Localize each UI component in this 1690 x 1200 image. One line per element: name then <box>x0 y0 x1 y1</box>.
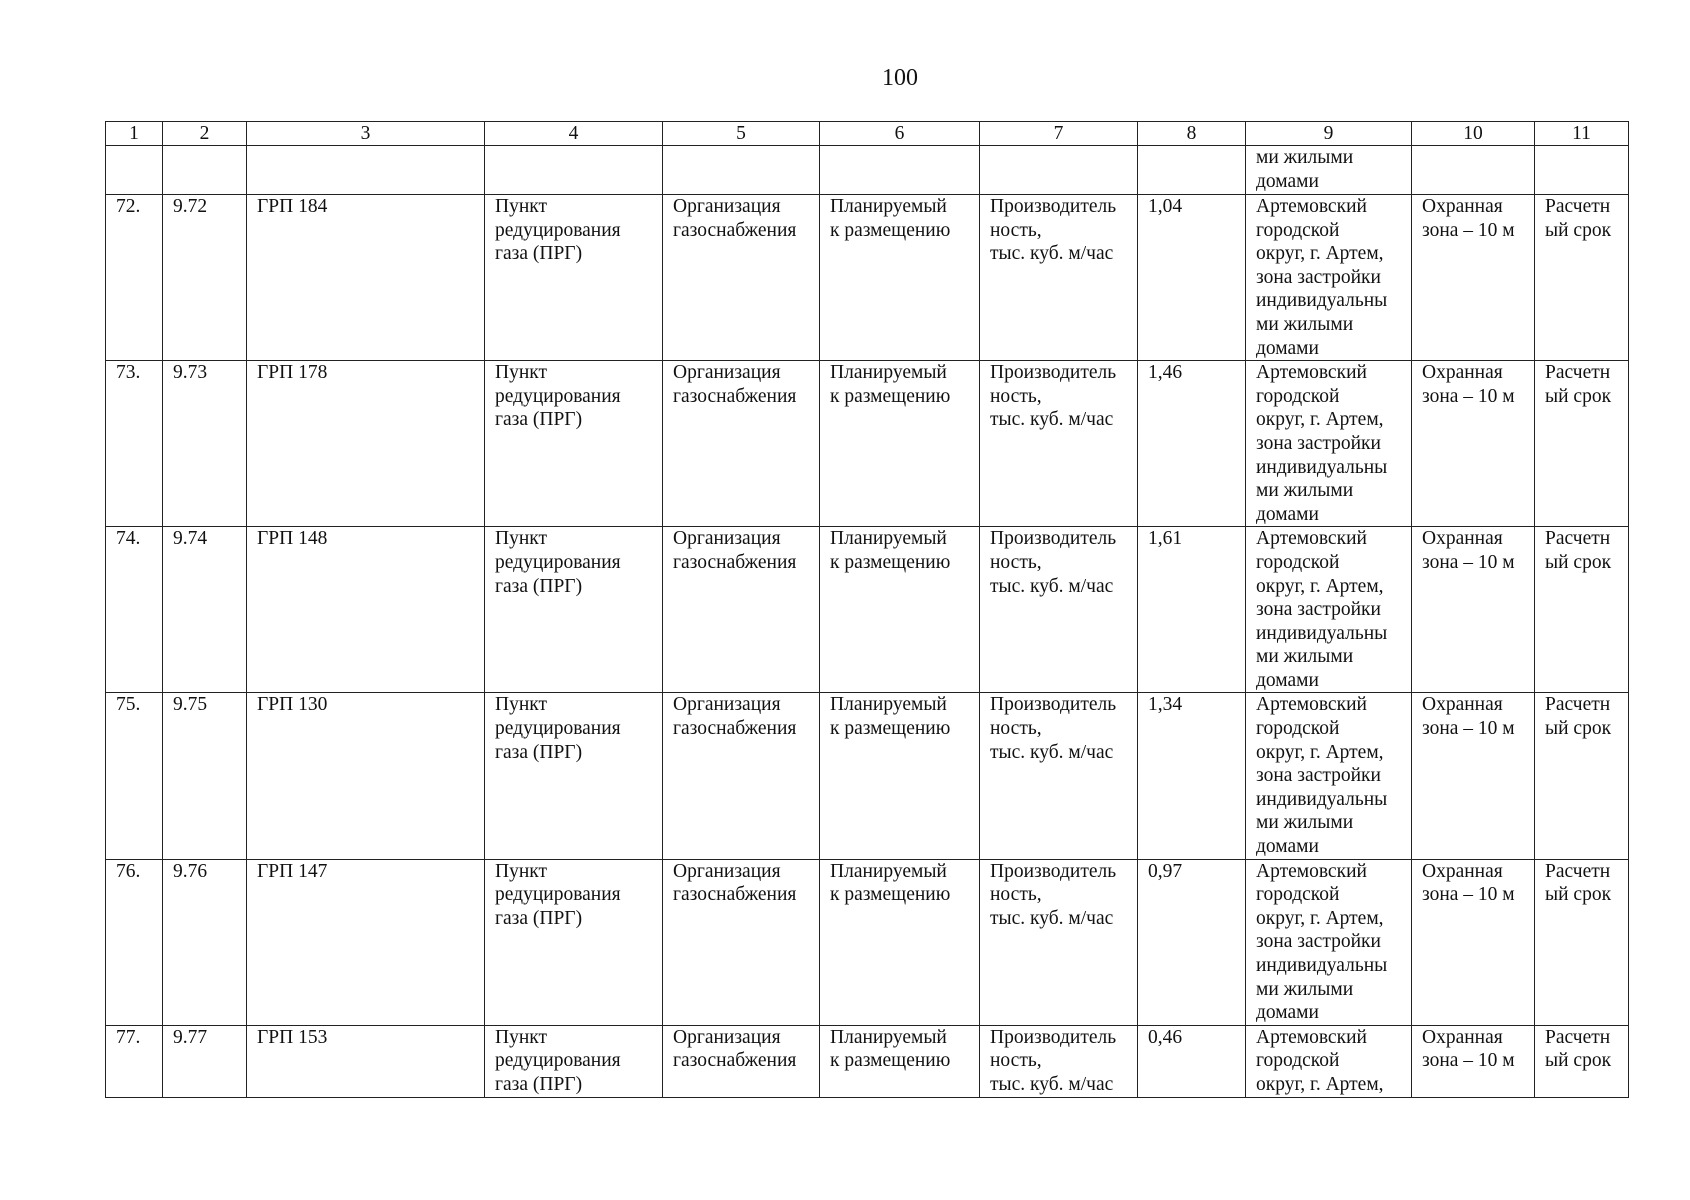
object-type-cell: Пункт редуцирования газа (ПРГ) <box>485 693 663 859</box>
column-number-5: 5 <box>663 122 820 146</box>
zone-cell: Охранная зона – 10 м <box>1412 693 1535 859</box>
continuation-row <box>106 146 1629 195</box>
continuation-location-cell: ми жилыми домами <box>1246 146 1412 195</box>
term-cell: Расчетн ый срок <box>1535 1025 1629 1097</box>
location-cell: Артемовский городской округ, г. Артем, зона застройки индивидуальны ми жилыми домами <box>1246 195 1412 361</box>
object-type-cell: Пункт редуцирования газа (ПРГ) <box>485 361 663 527</box>
table-row <box>106 527 1629 693</box>
table-row <box>106 1025 1629 1097</box>
continuation-cell <box>247 146 485 195</box>
row-number-cell: 72. <box>106 195 163 361</box>
object-name-cell: ГРП 153 <box>247 1025 485 1097</box>
table-row <box>106 859 1629 1025</box>
object-name-cell: ГРП 147 <box>247 859 485 1025</box>
term-cell: Расчетн ый срок <box>1535 859 1629 1025</box>
object-code-cell: 9.77 <box>163 1025 247 1097</box>
column-number-4: 4 <box>485 122 663 146</box>
location-cell: Артемовский городской округ, г. Артем, <box>1246 1025 1412 1097</box>
object-code-cell: 9.73 <box>163 361 247 527</box>
status-cell: Планируемый к размещению <box>820 1025 980 1097</box>
table-row <box>106 693 1629 859</box>
object-type-cell: Пункт редуцирования газа (ПРГ) <box>485 859 663 1025</box>
table-row <box>106 195 1629 361</box>
purpose-cell: Организация газоснабжения <box>663 195 820 361</box>
location-cell: Артемовский городской округ, г. Артем, зона застройки индивидуальны ми жилыми домами <box>1246 693 1412 859</box>
zone-cell: Охранная зона – 10 м <box>1412 361 1535 527</box>
column-number-3: 3 <box>247 122 485 146</box>
zone-cell: Охранная зона – 10 м <box>1412 1025 1535 1097</box>
column-number-11: 11 <box>1535 122 1629 146</box>
purpose-cell: Организация газоснабжения <box>663 1025 820 1097</box>
zone-cell: Охранная зона – 10 м <box>1412 527 1535 693</box>
purpose-cell: Организация газоснабжения <box>663 527 820 693</box>
term-cell: Расчетн ый срок <box>1535 195 1629 361</box>
row-number-cell: 76. <box>106 859 163 1025</box>
object-type-cell: Пункт редуцирования газа (ПРГ) <box>485 1025 663 1097</box>
object-name-cell: ГРП 184 <box>247 195 485 361</box>
column-number-2: 2 <box>163 122 247 146</box>
column-number-1: 1 <box>106 122 163 146</box>
object-type-cell: Пункт редуцирования газа (ПРГ) <box>485 195 663 361</box>
row-number-cell: 73. <box>106 361 163 527</box>
status-cell: Планируемый к размещению <box>820 195 980 361</box>
row-number-cell: 75. <box>106 693 163 859</box>
characteristic-cell: Производитель ность, тыс. куб. м/час <box>980 195 1138 361</box>
characteristic-cell: Производитель ность, тыс. куб. м/час <box>980 859 1138 1025</box>
continuation-cell <box>106 146 163 195</box>
continuation-cell <box>820 146 980 195</box>
term-cell: Расчетн ый срок <box>1535 693 1629 859</box>
purpose-cell: Организация газоснабжения <box>663 361 820 527</box>
column-number-6: 6 <box>820 122 980 146</box>
column-number-row <box>106 122 1629 146</box>
characteristic-cell: Производитель ность, тыс. куб. м/час <box>980 527 1138 693</box>
value-cell: 1,61 <box>1138 527 1246 693</box>
object-name-cell: ГРП 178 <box>247 361 485 527</box>
zone-cell: Охранная зона – 10 м <box>1412 859 1535 1025</box>
value-cell: 0,46 <box>1138 1025 1246 1097</box>
continuation-cell <box>1138 146 1246 195</box>
term-cell: Расчетн ый срок <box>1535 527 1629 693</box>
location-cell: Артемовский городской округ, г. Артем, зона застройки индивидуальны ми жилыми домами <box>1246 527 1412 693</box>
object-code-cell: 9.76 <box>163 859 247 1025</box>
status-cell: Планируемый к размещению <box>820 361 980 527</box>
column-number-7: 7 <box>980 122 1138 146</box>
page-number: 100 <box>882 65 918 91</box>
column-number-9: 9 <box>1246 122 1412 146</box>
column-number-8: 8 <box>1138 122 1246 146</box>
object-code-cell: 9.72 <box>163 195 247 361</box>
value-cell: 1,04 <box>1138 195 1246 361</box>
continuation-cell <box>163 146 247 195</box>
continuation-cell <box>485 146 663 195</box>
location-cell: Артемовский городской округ, г. Артем, зона застройки индивидуальны ми жилыми домами <box>1246 361 1412 527</box>
continuation-cell <box>980 146 1138 195</box>
term-cell: Расчетн ый срок <box>1535 361 1629 527</box>
object-type-cell: Пункт редуцирования газа (ПРГ) <box>485 527 663 693</box>
status-cell: Планируемый к размещению <box>820 527 980 693</box>
value-cell: 1,46 <box>1138 361 1246 527</box>
status-cell: Планируемый к размещению <box>820 859 980 1025</box>
object-name-cell: ГРП 130 <box>247 693 485 859</box>
continuation-cell <box>1535 146 1629 195</box>
infrastructure-table <box>105 121 1629 1098</box>
continuation-cell <box>663 146 820 195</box>
row-number-cell: 77. <box>106 1025 163 1097</box>
location-cell: Артемовский городской округ, г. Артем, зона застройки индивидуальны ми жилыми домами <box>1246 859 1412 1025</box>
row-number-cell: 74. <box>106 527 163 693</box>
characteristic-cell: Производитель ность, тыс. куб. м/час <box>980 1025 1138 1097</box>
object-name-cell: ГРП 148 <box>247 527 485 693</box>
characteristic-cell: Производитель ность, тыс. куб. м/час <box>980 361 1138 527</box>
value-cell: 1,34 <box>1138 693 1246 859</box>
continuation-cell <box>1412 146 1535 195</box>
status-cell: Планируемый к размещению <box>820 693 980 859</box>
table-row <box>106 361 1629 527</box>
purpose-cell: Организация газоснабжения <box>663 859 820 1025</box>
column-number-10: 10 <box>1412 122 1535 146</box>
zone-cell: Охранная зона – 10 м <box>1412 195 1535 361</box>
value-cell: 0,97 <box>1138 859 1246 1025</box>
purpose-cell: Организация газоснабжения <box>663 693 820 859</box>
object-code-cell: 9.74 <box>163 527 247 693</box>
characteristic-cell: Производитель ность, тыс. куб. м/час <box>980 693 1138 859</box>
object-code-cell: 9.75 <box>163 693 247 859</box>
